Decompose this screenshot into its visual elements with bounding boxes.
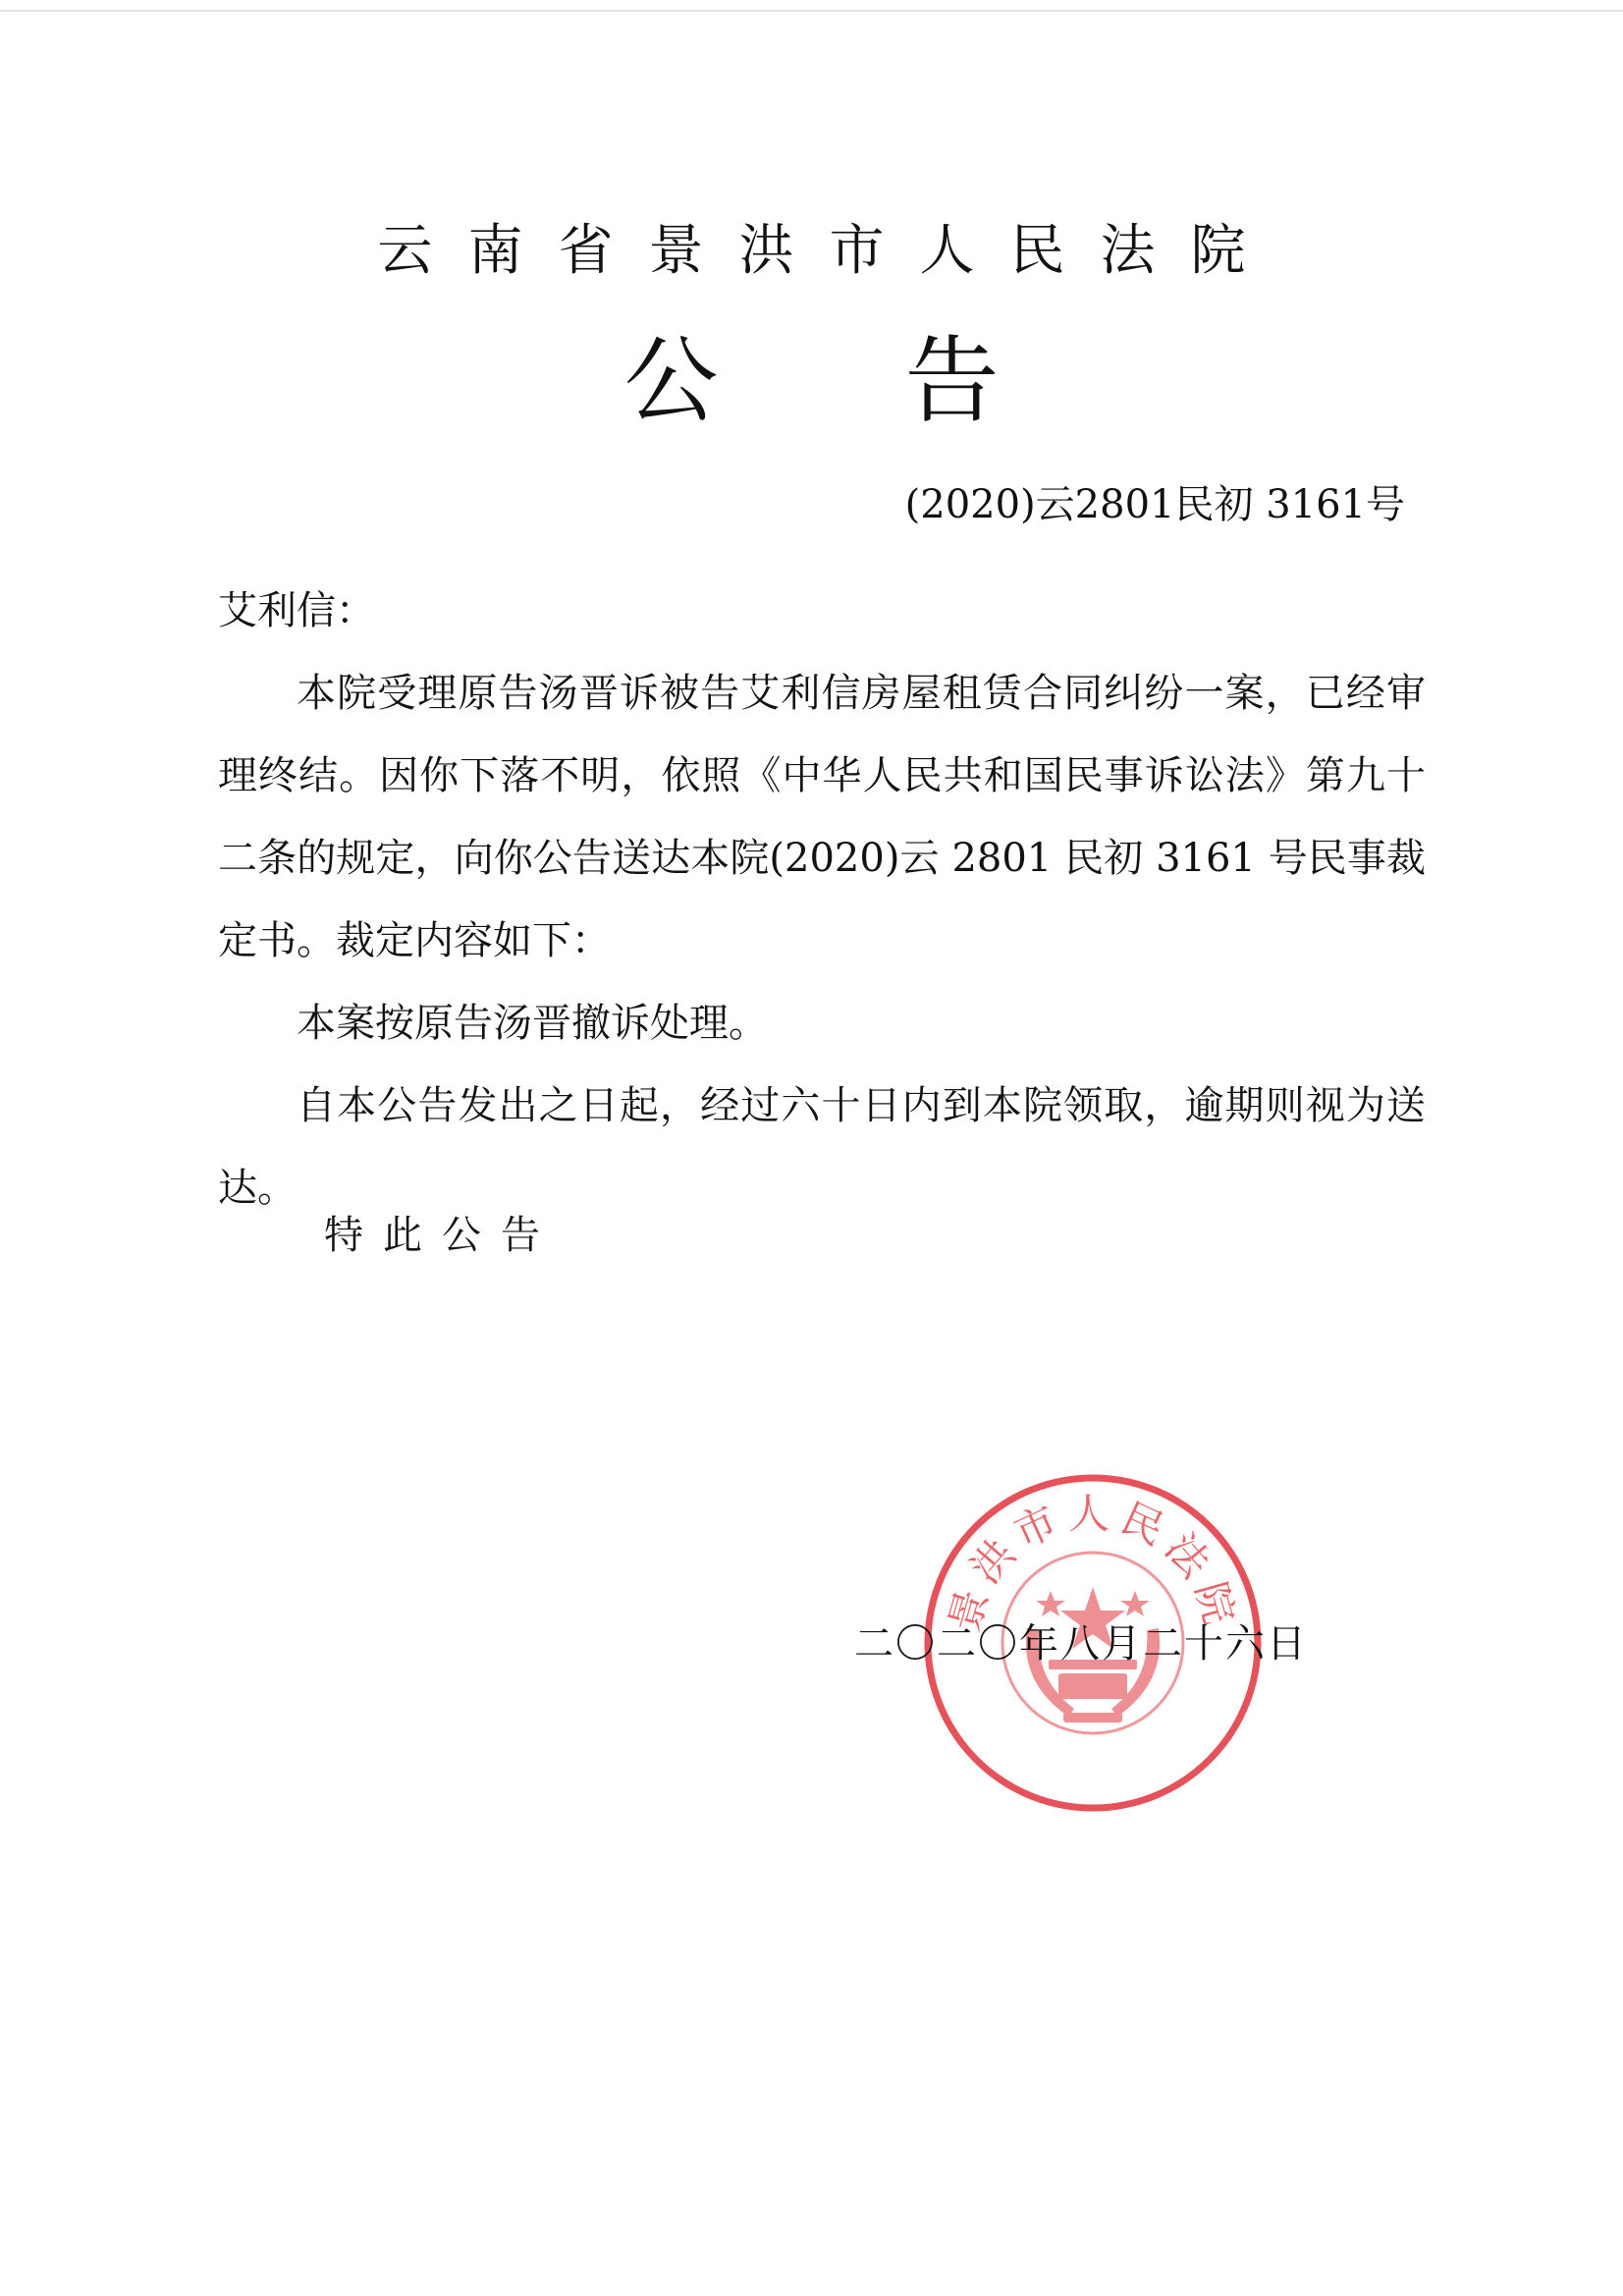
addressee: 艾利信： (218, 588, 375, 633)
notice-date: 二〇二〇年八月二十六日 (854, 1621, 1308, 1667)
court-name: 云南省景洪市人民法院 (377, 219, 1281, 283)
notice-title (0, 326, 1623, 436)
body-paragraph-3: 自本公告发出之日起，经过六十日内到本院领取，逾期则视为送达。 (218, 1083, 1426, 1211)
scan-edge-line (0, 10, 1623, 12)
notice-title-right: 告 (904, 326, 1000, 436)
closing-phrase: 特此公告 (324, 1213, 560, 1258)
body-paragraph-1: 本院受理原告汤晋诉被告艾利信房屋租赁合同纠纷一案，已经审理终结。因你下落不明，依照《中华人民共和国民事诉讼法》第九十二条的规定，向你公告送达本院(2020)云 2801 民初 3161 号民事裁定书。裁定内容如下： (218, 671, 1426, 963)
notice-body (218, 570, 1426, 1230)
notice-title-left: 公 (623, 326, 719, 436)
case-number: (2020)云2801民初 3161号 (904, 482, 1405, 527)
body-paragraph-2: 本案按原告汤晋撤诉处理。 (297, 1001, 768, 1046)
seal-text: 景洪市人民法院 (940, 1489, 1246, 1637)
